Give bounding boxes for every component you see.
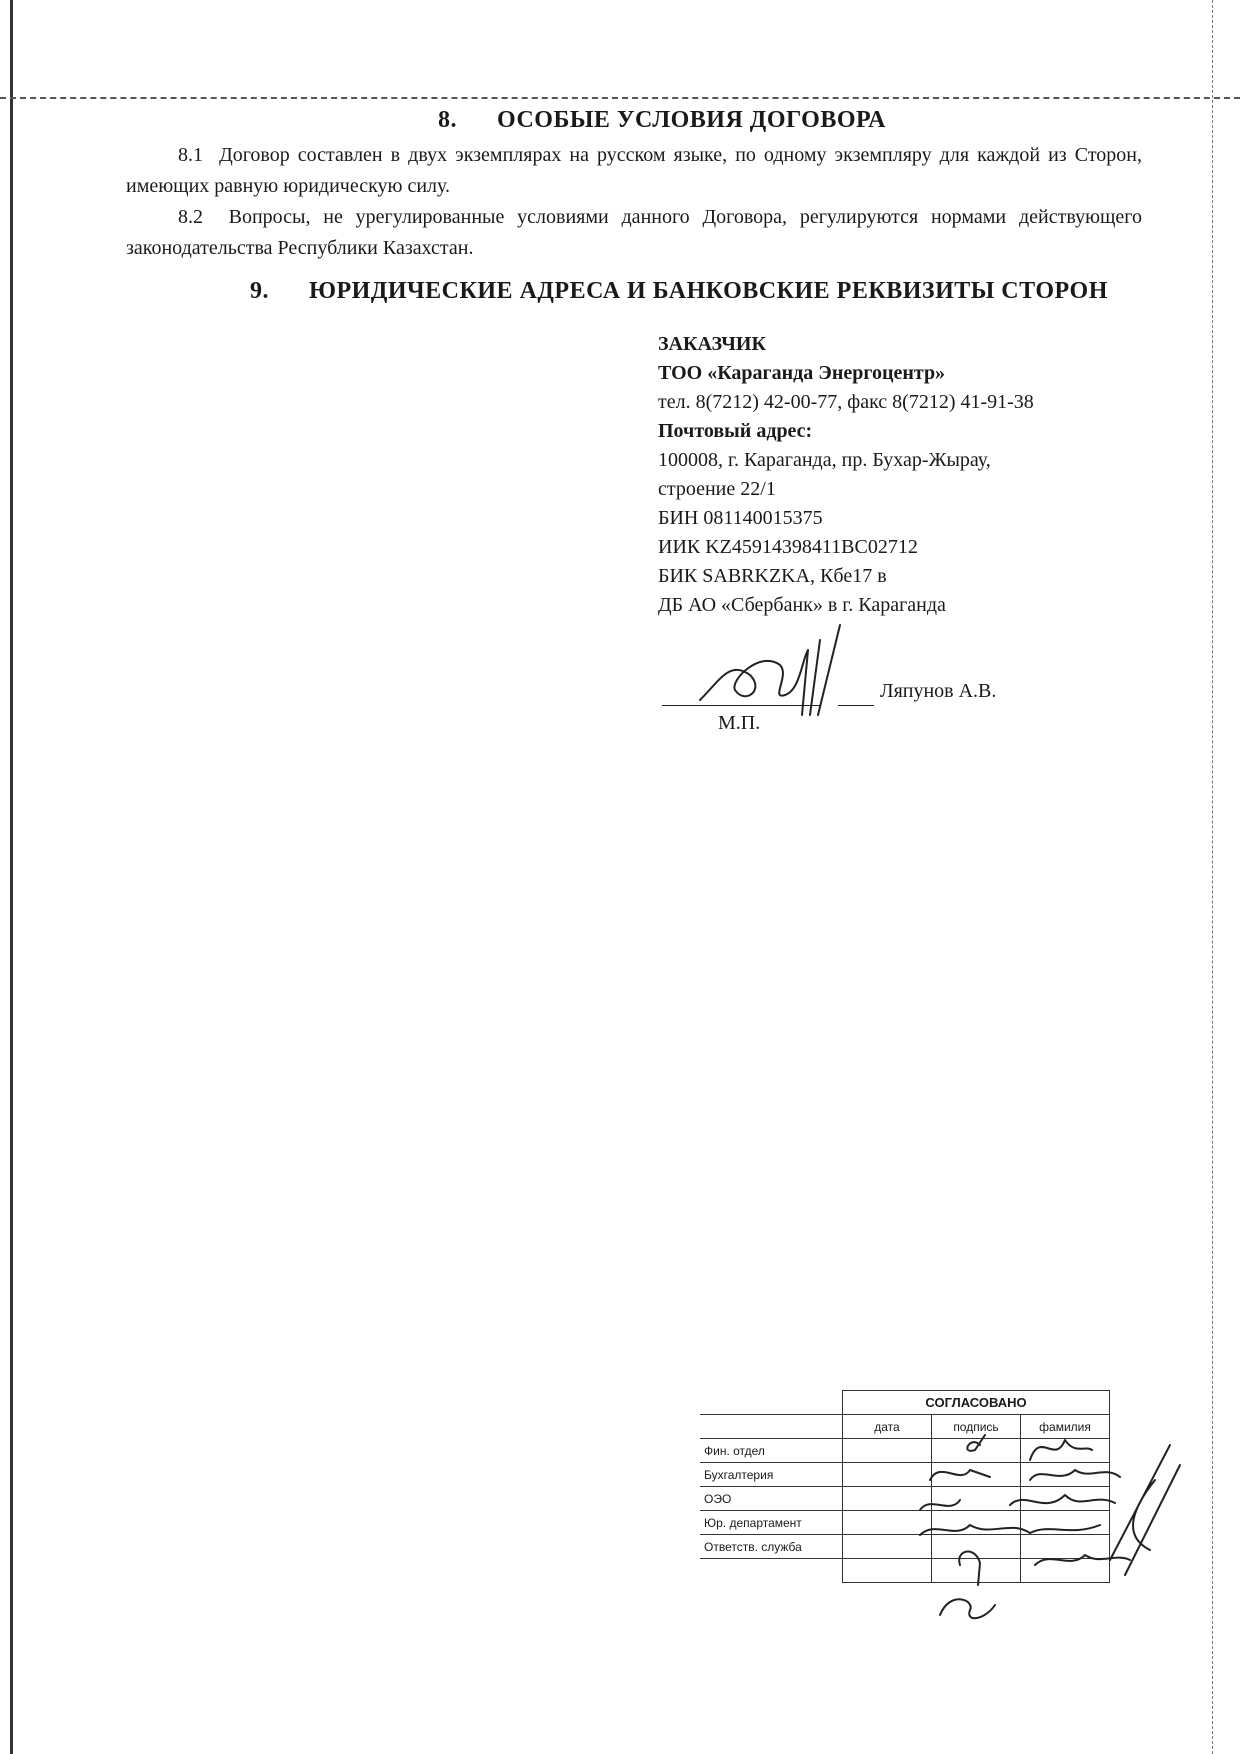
clause-8-2-text: Вопросы, не урегулированные условиями данного Договора, регулируются нормами действующего законодательства Республики Казахстан. (126, 206, 1143, 259)
customer-bik: БИК SABRKZKA, Кбе17 в (658, 565, 887, 587)
customer-name: ТОО «Караганда Энергоцентр» (658, 362, 946, 384)
customer-bin: БИН 081140015375 (658, 507, 823, 529)
section-8-number: 8. (438, 107, 457, 133)
approvals-title: СОГЛАСОВАНО (843, 1391, 1110, 1415)
approvals-dept-header (700, 1415, 843, 1439)
stamp-label: М.П. (718, 712, 761, 734)
customer-postal-label: Почтовый адрес: (658, 420, 813, 442)
approvals-corner (700, 1391, 843, 1415)
clause-8-1-text: Договор составлен в двух экземплярах на русском языке, по одному экземпляру для каждой из Сторон, имеющих равную юридическую силу. (126, 144, 1142, 197)
section-8-heading (438, 107, 886, 134)
signatory-name: Ляпунов А.В. (880, 680, 997, 702)
section-9-title: ЮРИДИЧЕСКИЕ АДРЕСА И БАНКОВСКИЕ РЕКВИЗИТЫ СТОРОН (309, 278, 1108, 304)
top-cut-line (0, 97, 1240, 99)
section-8-title: ОСОБЫЕ УСЛОВИЯ ДОГОВОРА (497, 107, 886, 133)
customer-signature (690, 620, 870, 720)
approvals-dept: Бухгалтерия (700, 1463, 843, 1487)
approvals-col-surname: фамилия (1021, 1415, 1110, 1439)
approvals-dept: Фин. отдел (700, 1439, 843, 1463)
approvals-dept: ОЭО (700, 1487, 843, 1511)
clause-8-2-number: 8.2 (178, 206, 203, 228)
approval-signatures (880, 1425, 1210, 1635)
scan-left-edge (10, 0, 13, 1754)
approvals-col-signature: подпись (932, 1415, 1021, 1439)
customer-bank: ДБ АО «Сбербанк» в г. Караганда (658, 594, 946, 616)
customer-address-line-1: 100008, г. Караганда, пр. Бухар-Жырау, (658, 449, 991, 471)
approvals-dept: Юр. департамент (700, 1511, 843, 1535)
scan-right-edge (1212, 0, 1213, 1754)
section-9-heading (250, 278, 1108, 305)
customer-iik: ИИК KZ45914398411BC02712 (658, 536, 918, 558)
customer-requisites (658, 330, 1138, 620)
clause-8-1-number: 8.1 (178, 144, 203, 166)
customer-role: ЗАКАЗЧИК (658, 333, 766, 355)
section-9-number: 9. (250, 278, 269, 304)
customer-phone: тел. 8(7212) 42-00-77, факс 8(7212) 41-91-38 (658, 391, 1034, 413)
clause-8-1 (126, 140, 1142, 202)
clause-8-2 (126, 202, 1142, 264)
customer-address-line-2: строение 22/1 (658, 478, 776, 500)
approvals-dept: Ответств. служба (700, 1535, 843, 1559)
approvals-col-date: дата (843, 1415, 932, 1439)
